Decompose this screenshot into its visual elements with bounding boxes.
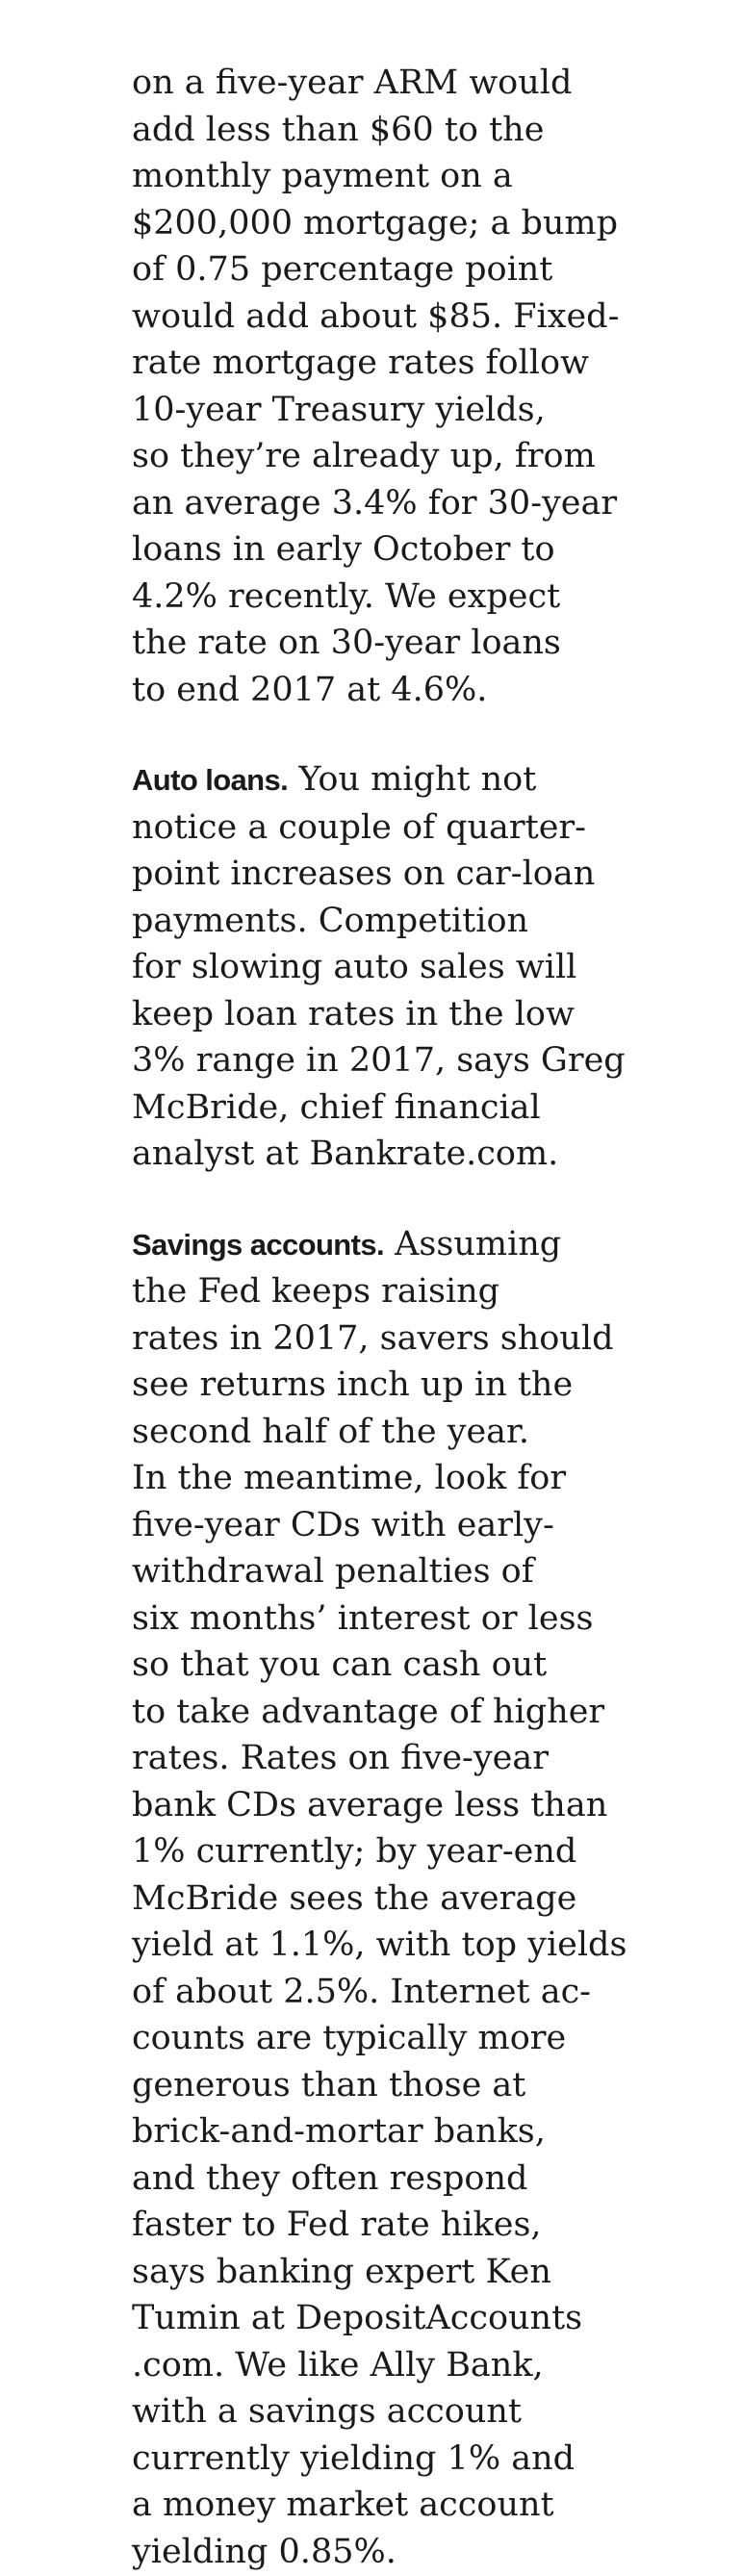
text-line: so that you can cash out bbox=[132, 1645, 548, 1684]
text-line: second half of the year. bbox=[132, 1412, 530, 1451]
text-line: yielding 0.85%. bbox=[132, 2532, 397, 2571]
text-line: $200,000 mortgage; a bump bbox=[132, 203, 619, 242]
text-line: the rate on 30-year loans bbox=[132, 624, 561, 662]
text-line: keep loan rates in the low bbox=[132, 994, 575, 1033]
text-line: with a savings account bbox=[132, 2392, 522, 2431]
text-line: the Fed keeps raising bbox=[132, 1272, 500, 1311]
text-line: of about 2.5%. Internet ac- bbox=[132, 1972, 592, 2011]
text-line: currently yielding 1% and bbox=[132, 2438, 576, 2478]
text-line: five-year CDs with early- bbox=[132, 1505, 554, 1544]
text-line: would add about $85. Fixed- bbox=[132, 296, 620, 336]
text-line: McBride sees the average bbox=[132, 1878, 577, 1918]
text-line: and they often respond bbox=[132, 2158, 528, 2198]
text-line: so they’re already up, from bbox=[132, 437, 596, 475]
auto-loans-paragraph bbox=[132, 756, 626, 1178]
text-line: counts are typically more bbox=[132, 2019, 567, 2057]
auto-loans-heading: Auto loans. bbox=[132, 763, 289, 797]
text-line: loans in early October to bbox=[132, 530, 555, 569]
text-line: on a five-year ARM would bbox=[132, 64, 573, 102]
text-line: McBride, chief financial bbox=[132, 1087, 541, 1127]
text-line: says banking expert Ken bbox=[132, 2252, 551, 2291]
text-line: Tumin at DepositAccounts bbox=[132, 2299, 583, 2337]
text-line: rates in 2017, savers should bbox=[132, 1318, 614, 1358]
mortgage-paragraph bbox=[132, 60, 620, 713]
article-column bbox=[132, 60, 627, 2575]
text-line: see returns inch up in the bbox=[132, 1365, 574, 1404]
text-line: yield at 1.1%, with top yields bbox=[132, 1926, 627, 1964]
text-line: rates. Rates on five-year bbox=[132, 1739, 549, 1777]
text-line: withdrawal penalties of bbox=[132, 1552, 534, 1591]
text-line: payments. Competition bbox=[132, 901, 529, 940]
text-line: .com. We like Ally Bank, bbox=[132, 2345, 544, 2385]
text-line: six months’ interest or less bbox=[132, 1598, 594, 1638]
text-line bbox=[132, 756, 613, 804]
auto-loans-lead: You might not bbox=[288, 760, 537, 799]
savings-accounts-heading: Savings accounts. bbox=[132, 1227, 385, 1262]
text-line: rate mortgage rates follow bbox=[132, 344, 589, 382]
text-line: an average 3.4% for 30-year bbox=[132, 483, 618, 523]
text-line: In the meantime, look for bbox=[132, 1459, 567, 1497]
text-line: point increases on car-loan bbox=[132, 854, 596, 893]
text-line: for slowing auto sales will bbox=[132, 948, 577, 986]
text-line: 3% range in 2017, says Greg bbox=[132, 1041, 626, 1080]
text-line: generous than those at bbox=[132, 2065, 526, 2104]
text-line: bank CDs average less than bbox=[132, 1785, 608, 1824]
text-line: notice a couple of quarter- bbox=[132, 807, 586, 847]
text-line: to take advantage of higher bbox=[132, 1692, 605, 1731]
text-line: add less than $60 to the bbox=[132, 110, 545, 149]
text-line: monthly payment on a bbox=[132, 157, 513, 195]
text-line: 10-year Treasury yields, bbox=[132, 390, 546, 429]
text-line: a money market account bbox=[132, 2486, 554, 2524]
text-line: faster to Fed rate hikes, bbox=[132, 2206, 542, 2244]
savings-accounts-paragraph bbox=[132, 1221, 627, 2576]
text-line bbox=[132, 1221, 613, 1269]
text-line: 4.2% recently. We expect bbox=[132, 576, 561, 616]
text-line: to end 2017 at 4.6%. bbox=[132, 670, 488, 709]
text-line: 1% currently; by year-end bbox=[132, 1832, 577, 1871]
text-line: brick-and-mortar banks, bbox=[132, 2112, 546, 2151]
text-line: analyst at Bankrate.com. bbox=[132, 1135, 559, 1173]
savings-accounts-lead: Assuming bbox=[384, 1224, 562, 1263]
text-line: of 0.75 percentage point bbox=[132, 250, 553, 289]
